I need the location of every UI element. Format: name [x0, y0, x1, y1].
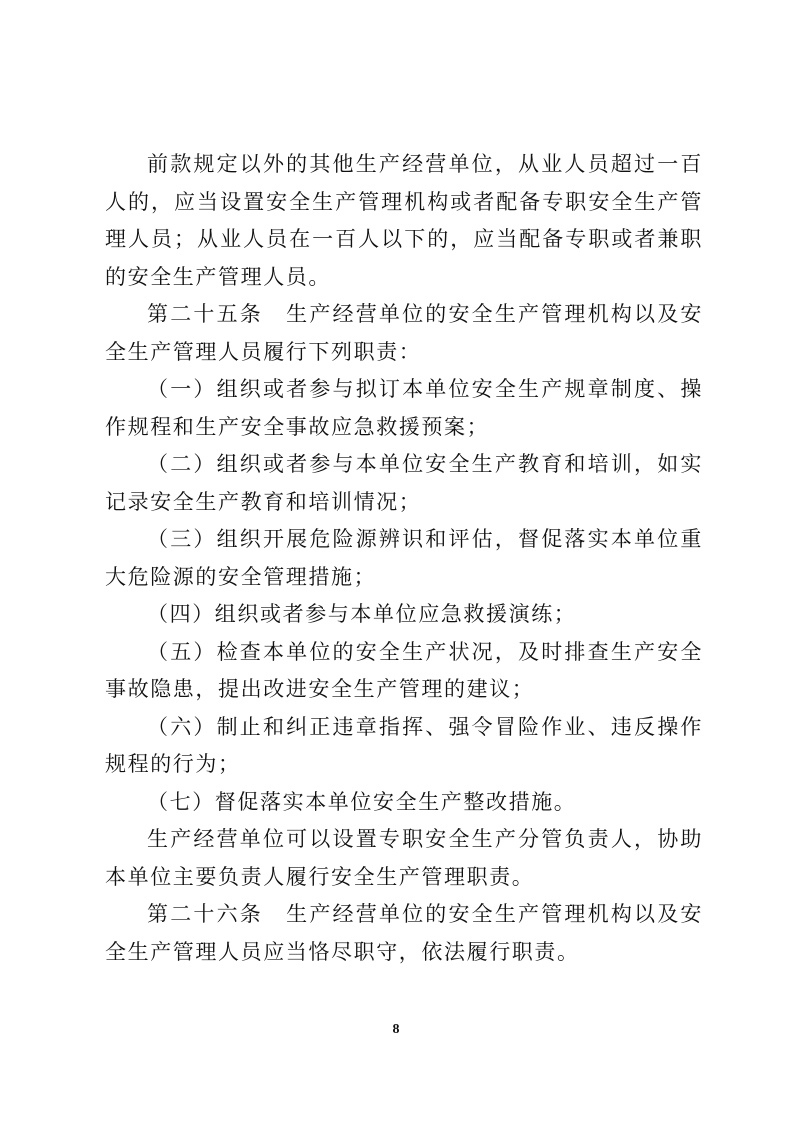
paragraph-duty-3: （三）组织开展危险源辨识和评估，督促落实本单位重大危险源的安全管理措施；	[105, 527, 703, 589]
paragraph-article-26: 第二十六条 生产经营单位的安全生产管理机构以及安全生产管理人员应当恪尽职守，依法履行职责。	[105, 902, 703, 964]
paragraph-duty-2: （二）组织或者参与本单位安全生产教育和培训，如实记录安全生产教育和培训情况；	[105, 452, 703, 514]
paragraph-duty-7: （七）督促落实本单位安全生产整改措施。	[147, 789, 577, 814]
paragraph-duty-4: （四）组织或者参与本单位应急救援演练；	[147, 602, 577, 626]
paragraph-staffing-requirement: 前款规定以外的其他生产经营单位，从业人员超过一百人的，应当设置安全生产管理机构或者配备专职安全生产管理人员；从业人员在一百人以下的，应当配备专职或者兼职的安全生产管理人员。	[105, 152, 703, 289]
paragraph-duty-6: （六）制止和纠正违章指挥、强令冒险作业、违反操作规程的行为；	[105, 714, 703, 776]
paragraph-duty-1: （一）组织或者参与拟订本单位安全生产规章制度、操作规程和生产安全事故应急救援预案；	[105, 377, 703, 439]
paragraph-duty-5: （五）检查本单位的安全生产状况，及时排查生产安全事故隐患，提出改进安全生产管理的建议；	[105, 639, 703, 701]
paragraph-deputy-responsible-person: 生产经营单位可以设置专职安全生产分管负责人，协助本单位主要负责人履行安全生产管理职责。	[105, 827, 703, 889]
paragraph-article-25-heading: 第二十五条 生产经营单位的安全生产管理机构以及安全生产管理人员履行下列职责：	[105, 302, 703, 364]
body-text	[105, 146, 703, 971]
page-number: 8	[392, 1022, 400, 1037]
